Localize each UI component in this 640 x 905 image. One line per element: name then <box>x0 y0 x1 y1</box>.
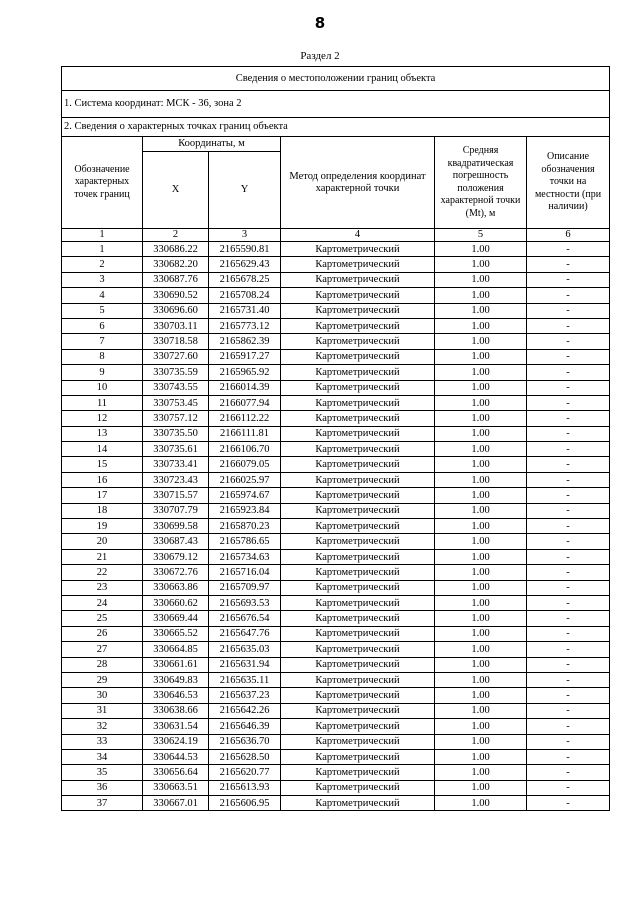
error-cell: 1.00 <box>435 442 527 457</box>
table-row <box>62 703 610 718</box>
table-row <box>62 549 610 564</box>
coord-y: 2165862.39 <box>209 334 281 349</box>
table-row <box>62 503 610 518</box>
coord-y: 2166014.39 <box>209 380 281 395</box>
method-cell: Картометрический <box>281 257 435 272</box>
table-row <box>62 488 610 503</box>
method-cell: Картометрический <box>281 318 435 333</box>
point-number: 17 <box>62 488 143 503</box>
point-number: 2 <box>62 257 143 272</box>
point-number: 31 <box>62 703 143 718</box>
table-row <box>62 257 610 272</box>
point-number: 5 <box>62 303 143 318</box>
method-cell: Картометрический <box>281 334 435 349</box>
coord-y: 2165709.97 <box>209 580 281 595</box>
method-cell: Картометрический <box>281 657 435 672</box>
description-cell: - <box>527 734 610 749</box>
description-cell: - <box>527 549 610 564</box>
error-cell: 1.00 <box>435 503 527 518</box>
point-number: 8 <box>62 349 143 364</box>
coord-x: 330667.01 <box>143 796 209 811</box>
method-cell: Картометрический <box>281 442 435 457</box>
coord-x: 330718.58 <box>143 334 209 349</box>
coord-x: 330682.20 <box>143 257 209 272</box>
description-cell: - <box>527 611 610 626</box>
table-title: Сведения о местоположении границ объекта <box>62 67 610 91</box>
error-cell: 1.00 <box>435 303 527 318</box>
coord-y: 2166079.05 <box>209 457 281 472</box>
description-cell: - <box>527 395 610 410</box>
coord-x: 330663.51 <box>143 780 209 795</box>
point-number: 37 <box>62 796 143 811</box>
coord-x: 330753.45 <box>143 395 209 410</box>
error-cell: 1.00 <box>435 611 527 626</box>
method-cell: Картометрический <box>281 580 435 595</box>
point-number: 36 <box>62 780 143 795</box>
coord-y: 2165628.50 <box>209 749 281 764</box>
coord-y: 2166112.22 <box>209 411 281 426</box>
method-cell: Картометрический <box>281 503 435 518</box>
page-number: 8 <box>314 14 326 32</box>
coord-y: 2166025.97 <box>209 472 281 487</box>
table-row <box>62 765 610 780</box>
column-number: 3 <box>209 229 281 242</box>
point-number: 18 <box>62 503 143 518</box>
coord-y: 2165637.23 <box>209 688 281 703</box>
method-cell: Картометрический <box>281 595 435 610</box>
table-row <box>62 472 610 487</box>
description-cell: - <box>527 272 610 287</box>
description-cell: - <box>527 426 610 441</box>
header-x: X <box>143 152 209 229</box>
point-number: 33 <box>62 734 143 749</box>
description-cell: - <box>527 565 610 580</box>
coord-x: 330735.59 <box>143 365 209 380</box>
description-cell: - <box>527 411 610 426</box>
coord-y: 2165635.11 <box>209 672 281 687</box>
coord-x: 330687.76 <box>143 272 209 287</box>
description-cell: - <box>527 488 610 503</box>
method-cell: Картометрический <box>281 242 435 257</box>
method-cell: Картометрический <box>281 549 435 564</box>
coord-y: 2165773.12 <box>209 318 281 333</box>
table-subtitle: 2. Сведения о характерных точках границ объекта <box>62 118 610 137</box>
coord-x: 330631.54 <box>143 719 209 734</box>
point-number: 32 <box>62 719 143 734</box>
header-method: Метод определения координат характерной точки <box>281 137 435 229</box>
method-cell: Картометрический <box>281 688 435 703</box>
error-cell: 1.00 <box>435 688 527 703</box>
description-cell: - <box>527 457 610 472</box>
table-row <box>62 395 610 410</box>
coord-y: 2165613.93 <box>209 780 281 795</box>
coord-x: 330735.50 <box>143 426 209 441</box>
coord-y: 2165693.53 <box>209 595 281 610</box>
table-row <box>62 426 610 441</box>
description-cell: - <box>527 534 610 549</box>
table-row <box>62 334 610 349</box>
method-cell: Картометрический <box>281 611 435 626</box>
table-row <box>62 565 610 580</box>
error-cell: 1.00 <box>435 488 527 503</box>
coord-x: 330707.79 <box>143 503 209 518</box>
coord-y: 2165678.25 <box>209 272 281 287</box>
error-cell: 1.00 <box>435 780 527 795</box>
method-cell: Картометрический <box>281 734 435 749</box>
point-number: 16 <box>62 472 143 487</box>
column-number: 5 <box>435 229 527 242</box>
coord-x: 330672.76 <box>143 565 209 580</box>
description-cell: - <box>527 318 610 333</box>
point-number: 20 <box>62 534 143 549</box>
error-cell: 1.00 <box>435 472 527 487</box>
coord-x: 330699.58 <box>143 519 209 534</box>
coord-x: 330624.19 <box>143 734 209 749</box>
error-cell: 1.00 <box>435 380 527 395</box>
description-cell: - <box>527 334 610 349</box>
error-cell: 1.00 <box>435 242 527 257</box>
coord-y: 2165734.63 <box>209 549 281 564</box>
coord-x: 330727.60 <box>143 349 209 364</box>
coord-x: 330687.43 <box>143 534 209 549</box>
error-cell: 1.00 <box>435 534 527 549</box>
coord-x: 330669.44 <box>143 611 209 626</box>
description-cell: - <box>527 642 610 657</box>
description-cell: - <box>527 519 610 534</box>
error-cell: 1.00 <box>435 288 527 303</box>
coord-x: 330665.52 <box>143 626 209 641</box>
error-cell: 1.00 <box>435 734 527 749</box>
error-cell: 1.00 <box>435 580 527 595</box>
coord-y: 2165923.84 <box>209 503 281 518</box>
coord-y: 2165917.27 <box>209 349 281 364</box>
table-row <box>62 318 610 333</box>
error-cell: 1.00 <box>435 703 527 718</box>
method-cell: Картометрический <box>281 380 435 395</box>
point-number: 34 <box>62 749 143 764</box>
method-cell: Картометрический <box>281 488 435 503</box>
description-cell: - <box>527 595 610 610</box>
method-cell: Картометрический <box>281 519 435 534</box>
coord-x: 330646.53 <box>143 688 209 703</box>
method-cell: Картометрический <box>281 626 435 641</box>
error-cell: 1.00 <box>435 565 527 580</box>
table-row <box>62 719 610 734</box>
table-row <box>62 442 610 457</box>
error-cell: 1.00 <box>435 349 527 364</box>
coord-x: 330715.57 <box>143 488 209 503</box>
table-row <box>62 303 610 318</box>
error-cell: 1.00 <box>435 765 527 780</box>
header-description: Описание обозначения точки на местности (при наличии) <box>527 137 610 229</box>
coord-y: 2166111.81 <box>209 426 281 441</box>
coord-x: 330656.64 <box>143 765 209 780</box>
error-cell: 1.00 <box>435 411 527 426</box>
table-row <box>62 411 610 426</box>
point-number: 13 <box>62 426 143 441</box>
table-row <box>62 626 610 641</box>
description-cell: - <box>527 657 610 672</box>
point-number: 7 <box>62 334 143 349</box>
coord-x: 330649.83 <box>143 672 209 687</box>
coord-y: 2165642.26 <box>209 703 281 718</box>
error-cell: 1.00 <box>435 318 527 333</box>
table-row <box>62 780 610 795</box>
table-row <box>62 365 610 380</box>
method-cell: Картометрический <box>281 703 435 718</box>
table-row <box>62 457 610 472</box>
method-cell: Картометрический <box>281 642 435 657</box>
table-row <box>62 580 610 595</box>
error-cell: 1.00 <box>435 519 527 534</box>
table-row <box>62 611 610 626</box>
coord-x: 330690.52 <box>143 288 209 303</box>
coord-x: 330679.12 <box>143 549 209 564</box>
description-cell: - <box>527 303 610 318</box>
point-number: 21 <box>62 549 143 564</box>
coord-y: 2165716.04 <box>209 565 281 580</box>
point-number: 11 <box>62 395 143 410</box>
coord-y: 2165606.95 <box>209 796 281 811</box>
coord-y: 2165590.81 <box>209 242 281 257</box>
method-cell: Картометрический <box>281 395 435 410</box>
table-row <box>62 288 610 303</box>
method-cell: Картометрический <box>281 796 435 811</box>
coord-x: 330757.12 <box>143 411 209 426</box>
table-row <box>62 657 610 672</box>
coord-x: 330663.86 <box>143 580 209 595</box>
point-number: 10 <box>62 380 143 395</box>
method-cell: Картометрический <box>281 349 435 364</box>
coord-y: 2165676.54 <box>209 611 281 626</box>
method-cell: Картометрический <box>281 365 435 380</box>
method-cell: Картометрический <box>281 749 435 764</box>
point-number: 28 <box>62 657 143 672</box>
point-number: 22 <box>62 565 143 580</box>
error-cell: 1.00 <box>435 334 527 349</box>
table-row <box>62 519 610 534</box>
section-label: Раздел 2 <box>300 50 340 62</box>
table-body <box>62 242 610 811</box>
error-cell: 1.00 <box>435 426 527 441</box>
coord-x: 330664.85 <box>143 642 209 657</box>
coord-x: 330743.55 <box>143 380 209 395</box>
coord-y: 2165631.94 <box>209 657 281 672</box>
point-number: 26 <box>62 626 143 641</box>
description-cell: - <box>527 688 610 703</box>
column-number: 4 <box>281 229 435 242</box>
description-cell: - <box>527 749 610 764</box>
method-cell: Картометрический <box>281 457 435 472</box>
coord-y: 2165708.24 <box>209 288 281 303</box>
table-row <box>62 642 610 657</box>
point-number: 12 <box>62 411 143 426</box>
coord-y: 2165620.77 <box>209 765 281 780</box>
column-number: 2 <box>143 229 209 242</box>
method-cell: Картометрический <box>281 765 435 780</box>
error-cell: 1.00 <box>435 719 527 734</box>
description-cell: - <box>527 503 610 518</box>
column-number: 1 <box>62 229 143 242</box>
coord-y: 2165974.67 <box>209 488 281 503</box>
method-cell: Картометрический <box>281 472 435 487</box>
method-cell: Картометрический <box>281 426 435 441</box>
coord-x: 330638.66 <box>143 703 209 718</box>
coord-y: 2165646.39 <box>209 719 281 734</box>
method-cell: Картометрический <box>281 719 435 734</box>
table-row <box>62 380 610 395</box>
description-cell: - <box>527 288 610 303</box>
method-cell: Картометрический <box>281 672 435 687</box>
error-cell: 1.00 <box>435 272 527 287</box>
point-number: 1 <box>62 242 143 257</box>
coord-x: 330660.62 <box>143 595 209 610</box>
table-row <box>62 749 610 764</box>
error-cell: 1.00 <box>435 657 527 672</box>
header-designation: Обозначение характерных точек границ <box>62 137 143 229</box>
table-row <box>62 796 610 811</box>
coord-y: 2166106.70 <box>209 442 281 457</box>
coord-x: 330644.53 <box>143 749 209 764</box>
description-cell: - <box>527 580 610 595</box>
point-number: 29 <box>62 672 143 687</box>
coord-x: 330733.41 <box>143 457 209 472</box>
point-number: 30 <box>62 688 143 703</box>
point-number: 3 <box>62 272 143 287</box>
table-row <box>62 688 610 703</box>
coord-x: 330735.61 <box>143 442 209 457</box>
error-cell: 1.00 <box>435 672 527 687</box>
table-row <box>62 672 610 687</box>
point-number: 14 <box>62 442 143 457</box>
description-cell: - <box>527 626 610 641</box>
coord-x: 330703.11 <box>143 318 209 333</box>
column-number: 6 <box>527 229 610 242</box>
description-cell: - <box>527 765 610 780</box>
point-number: 19 <box>62 519 143 534</box>
point-number: 6 <box>62 318 143 333</box>
coord-y: 2165636.70 <box>209 734 281 749</box>
description-cell: - <box>527 703 610 718</box>
point-number: 35 <box>62 765 143 780</box>
point-number: 23 <box>62 580 143 595</box>
method-cell: Картометрический <box>281 411 435 426</box>
method-cell: Картометрический <box>281 288 435 303</box>
point-number: 4 <box>62 288 143 303</box>
error-cell: 1.00 <box>435 549 527 564</box>
error-cell: 1.00 <box>435 257 527 272</box>
header-error: Средняя квадратическая погрешность положения характерной точки (Mt), м <box>435 137 527 229</box>
description-cell: - <box>527 719 610 734</box>
description-cell: - <box>527 349 610 364</box>
error-cell: 1.00 <box>435 457 527 472</box>
description-cell: - <box>527 780 610 795</box>
coord-y: 2165731.40 <box>209 303 281 318</box>
error-cell: 1.00 <box>435 595 527 610</box>
method-cell: Картометрический <box>281 780 435 795</box>
error-cell: 1.00 <box>435 365 527 380</box>
boundary-points-table <box>61 66 610 811</box>
method-cell: Картометрический <box>281 303 435 318</box>
coord-x: 330686.22 <box>143 242 209 257</box>
table-row <box>62 242 610 257</box>
method-cell: Картометрический <box>281 272 435 287</box>
table-row <box>62 734 610 749</box>
point-number: 9 <box>62 365 143 380</box>
error-cell: 1.00 <box>435 796 527 811</box>
coordinate-system: 1. Система координат: МСК - 36, зона 2 <box>62 91 610 118</box>
point-number: 15 <box>62 457 143 472</box>
table-row <box>62 349 610 364</box>
coord-y: 2165629.43 <box>209 257 281 272</box>
description-cell: - <box>527 380 610 395</box>
description-cell: - <box>527 365 610 380</box>
coord-y: 2166077.94 <box>209 395 281 410</box>
table-row <box>62 272 610 287</box>
point-number: 25 <box>62 611 143 626</box>
method-cell: Картометрический <box>281 565 435 580</box>
method-cell: Картометрический <box>281 534 435 549</box>
error-cell: 1.00 <box>435 749 527 764</box>
description-cell: - <box>527 472 610 487</box>
coord-x: 330696.60 <box>143 303 209 318</box>
error-cell: 1.00 <box>435 395 527 410</box>
point-number: 24 <box>62 595 143 610</box>
coord-y: 2165647.76 <box>209 626 281 641</box>
error-cell: 1.00 <box>435 642 527 657</box>
description-cell: - <box>527 242 610 257</box>
coord-x: 330661.61 <box>143 657 209 672</box>
table-row <box>62 534 610 549</box>
coord-y: 2165635.03 <box>209 642 281 657</box>
description-cell: - <box>527 672 610 687</box>
description-cell: - <box>527 257 610 272</box>
point-number: 27 <box>62 642 143 657</box>
coord-y: 2165786.65 <box>209 534 281 549</box>
header-y: Y <box>209 152 281 229</box>
coord-x: 330723.43 <box>143 472 209 487</box>
error-cell: 1.00 <box>435 626 527 641</box>
header-coordinates: Координаты, м <box>143 137 281 152</box>
coord-y: 2165965.92 <box>209 365 281 380</box>
description-cell: - <box>527 796 610 811</box>
coord-y: 2165870.23 <box>209 519 281 534</box>
description-cell: - <box>527 442 610 457</box>
table-row <box>62 595 610 610</box>
